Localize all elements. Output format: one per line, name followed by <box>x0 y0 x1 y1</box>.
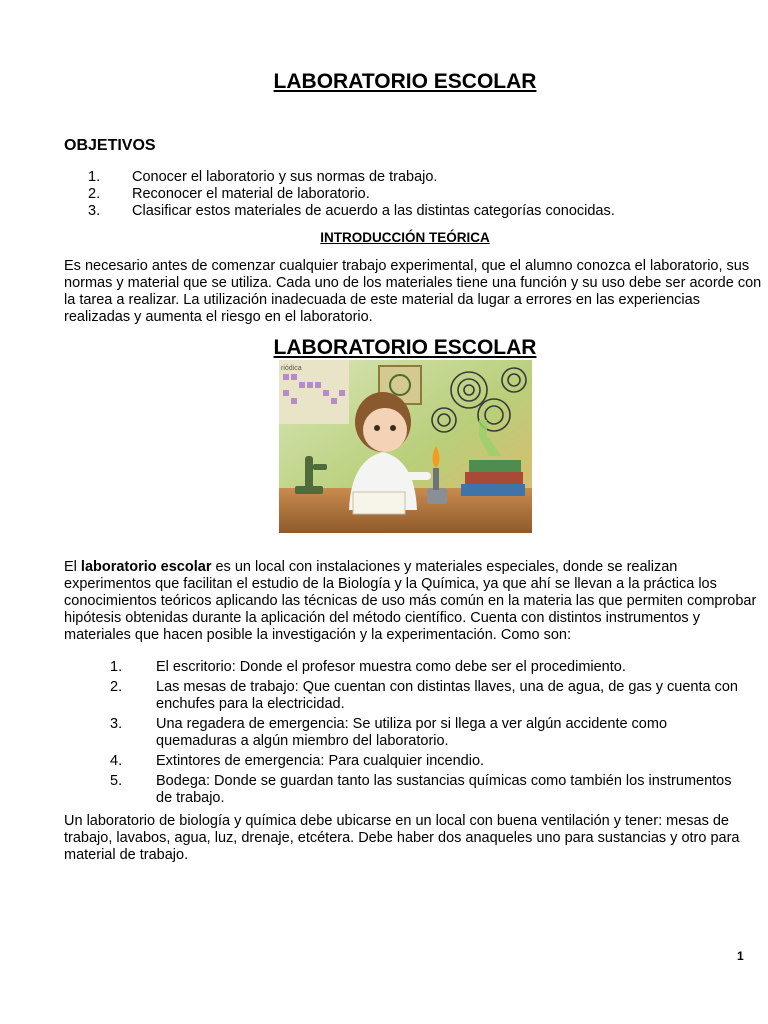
body-paragraph <box>64 559 764 644</box>
page-number: 1 <box>737 949 744 963</box>
objective-item <box>88 203 615 220</box>
objective-number: 3. <box>88 203 101 219</box>
objective-item <box>88 169 615 186</box>
objective-number: 1. <box>88 169 101 185</box>
list-item <box>110 679 740 713</box>
item-number: 1. <box>110 659 123 675</box>
item-number: 4. <box>110 753 123 769</box>
list-item <box>110 659 740 676</box>
objective-text: Conocer el laboratorio y sus normas de trabajo. <box>132 169 438 185</box>
objective-number: 2. <box>88 186 101 202</box>
lab-items-list <box>110 659 740 810</box>
body-bold-text: laboratorio escolar <box>80 559 212 575</box>
item-text: El escritorio: Donde el profesor muestra como debe ser el procedimiento. <box>156 659 626 675</box>
list-item <box>110 773 740 807</box>
item-text: Extintores de emergencia: Para cualquier incendio. <box>156 753 485 769</box>
image-poster-text: riódica <box>281 365 302 372</box>
objective-text: Reconocer el material de laboratorio. <box>132 186 370 202</box>
objectives-heading: OBJETIVOS <box>64 137 156 154</box>
document-title: LABORATORIO ESCOLAR <box>273 70 537 93</box>
item-number: 2. <box>110 679 123 695</box>
intro-paragraph: Es necesario antes de comenzar cualquier trabajo experimental, que el alumno conozca el laboratorio, sus normas y material que se utiliza. Cada uno de los materiales tiene una función y su uso debe ser acorde con la tarea a realizar. La utilización inadecuada de este material da lugar a errores en las experiencias realizadas y aumenta el riesgo en el laboratorio. <box>64 258 762 325</box>
objective-item <box>88 186 615 203</box>
body-lead-text: El <box>64 559 81 575</box>
objective-text: Clasificar estos materiales de acuerdo a las distintas categorías conocidas. <box>132 203 615 219</box>
lab-illustration <box>279 360 532 533</box>
closing-paragraph: Un laboratorio de biología y química debe ubicarse en un local con buena ventilación y tener: mesas de trabajo, lavabos, agua, luz, drenaje, etcétera. Debe haber dos anaqueles uno para sustancias y otro para material de trabajo. <box>64 813 740 863</box>
section-title: LABORATORIO ESCOLAR <box>273 336 537 359</box>
item-text: Bodega: Donde se guardan tanto las sustancias químicas como también los instrumentos de trabajo. <box>156 773 732 806</box>
item-number: 5. <box>110 773 123 789</box>
item-text: Las mesas de trabajo: Que cuentan con distintas llaves, una de agua, de gas y cuenta con enchufes para la electricidad. <box>156 679 738 712</box>
intro-heading: INTRODUCCIÓN TEÓRICA <box>320 230 490 245</box>
item-number: 3. <box>110 716 123 732</box>
list-item <box>110 716 740 750</box>
item-text: Una regadera de emergencia: Se utiliza por si llega a ver algún accidente como quemaduras a algún miembro del laboratorio. <box>156 716 668 749</box>
body-rest-text: es un local con instalaciones y materiales especiales, donde se realizan experimentos que facilitan el estudio de la Biología y la Química, ya que ahí se llevan a la práctica los conocimientos teóricos aplicando las técnicas de uso más común en la materia las que permiten comprobar hipótesis obtenidas durante la aplicación del método científico. Cuenta con distintos instrumentos y materiales que hacen posible la investigación y la experimentación. Como son: <box>64 559 757 643</box>
objectives-list <box>88 169 615 220</box>
list-item <box>110 753 740 770</box>
